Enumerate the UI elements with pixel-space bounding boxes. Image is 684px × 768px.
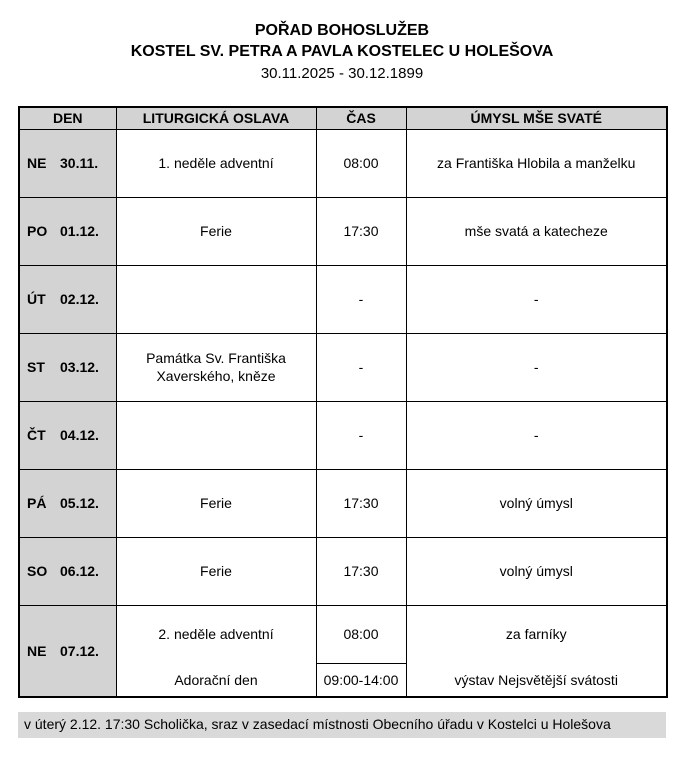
time-cell: 08:00 — [316, 129, 406, 197]
celebration-cell: Adorační den — [116, 663, 316, 697]
table-row — [19, 537, 667, 605]
table-row — [19, 333, 667, 401]
celebration-cell — [116, 265, 316, 333]
table-row — [19, 469, 667, 537]
intention-cell: za Františka Hlobila a manželku — [406, 129, 667, 197]
schedule-table — [18, 106, 668, 698]
time-cell: - — [316, 401, 406, 469]
day-cell — [19, 129, 116, 197]
column-header: DEN — [19, 107, 116, 129]
celebration-cell: 2. neděle adventní — [116, 605, 316, 663]
celebration-cell — [116, 401, 316, 469]
table-row — [19, 605, 667, 663]
intention-cell: - — [406, 401, 667, 469]
celebration-cell: Památka Sv. Františka Xaverského, kněze — [116, 333, 316, 401]
table-row — [19, 265, 667, 333]
intention-cell: - — [406, 333, 667, 401]
page-title: POŘAD BOHOSLUŽEB — [254, 22, 430, 39]
day-cell — [19, 537, 116, 605]
day-cell — [19, 333, 116, 401]
day-abbr: ÚT — [27, 291, 46, 307]
day-date: 07.12. — [60, 642, 99, 659]
table-row — [19, 197, 667, 265]
day-date: 06.12. — [60, 563, 99, 579]
intention-cell: mše svatá a katecheze — [406, 197, 667, 265]
time-cell: 08:00 — [316, 605, 406, 663]
time-cell: 17:30 — [316, 469, 406, 537]
celebration-cell: Ferie — [116, 197, 316, 265]
day-cell — [19, 605, 116, 697]
intention-cell: výstav Nejsvětější svátosti — [406, 663, 667, 697]
day-abbr: PÁ — [27, 495, 47, 511]
day-date: 01.12. — [60, 223, 99, 239]
day-abbr: NE — [27, 642, 47, 659]
date-range: 30.11.2025 - 30.12.1899 — [260, 65, 424, 82]
column-header: LITURGICKÁ OSLAVA — [116, 107, 316, 129]
day-abbr: SO — [27, 563, 48, 579]
intention-cell: volný úmysl — [406, 469, 667, 537]
table-subrow — [19, 663, 667, 697]
column-header: ÚMYSL MŠE SVATÉ — [406, 107, 667, 129]
day-date: 02.12. — [60, 291, 99, 307]
day-date: 30.11. — [60, 155, 99, 171]
page-subtitle: KOSTEL SV. PETRA A PAVLA KOSTELEC U HOLEŠOVA — [130, 43, 554, 60]
day-cell — [19, 469, 116, 537]
time-cell: 17:30 — [316, 537, 406, 605]
table-row — [19, 129, 667, 197]
table-header-row — [19, 107, 667, 129]
time-cell: 09:00-14:00 — [316, 663, 406, 697]
intention-cell: volný úmysl — [406, 537, 667, 605]
day-abbr: PO — [27, 223, 48, 239]
celebration-cell: Ferie — [116, 537, 316, 605]
day-date: 05.12. — [60, 495, 99, 511]
time-cell: - — [316, 265, 406, 333]
time-cell: - — [316, 333, 406, 401]
day-abbr: ČT — [27, 427, 46, 443]
footer-note: v úterý 2.12. 17:30 Scholička, sraz v zasedací místnosti Obecního úřadu v Kostelci u Holešova — [18, 712, 666, 738]
day-cell — [19, 265, 116, 333]
day-cell — [19, 401, 116, 469]
day-date: 04.12. — [60, 427, 99, 443]
day-date: 03.12. — [60, 359, 99, 375]
celebration-cell: Ferie — [116, 469, 316, 537]
intention-cell: za farníky — [406, 605, 667, 663]
table-row — [19, 401, 667, 469]
time-cell: 17:30 — [316, 197, 406, 265]
day-abbr: ST — [27, 359, 45, 375]
celebration-cell: 1. neděle adventní — [116, 129, 316, 197]
day-cell — [19, 197, 116, 265]
column-header: ČAS — [316, 107, 406, 129]
day-abbr: NE — [27, 155, 47, 171]
document-header — [18, 20, 666, 84]
intention-cell: - — [406, 265, 667, 333]
